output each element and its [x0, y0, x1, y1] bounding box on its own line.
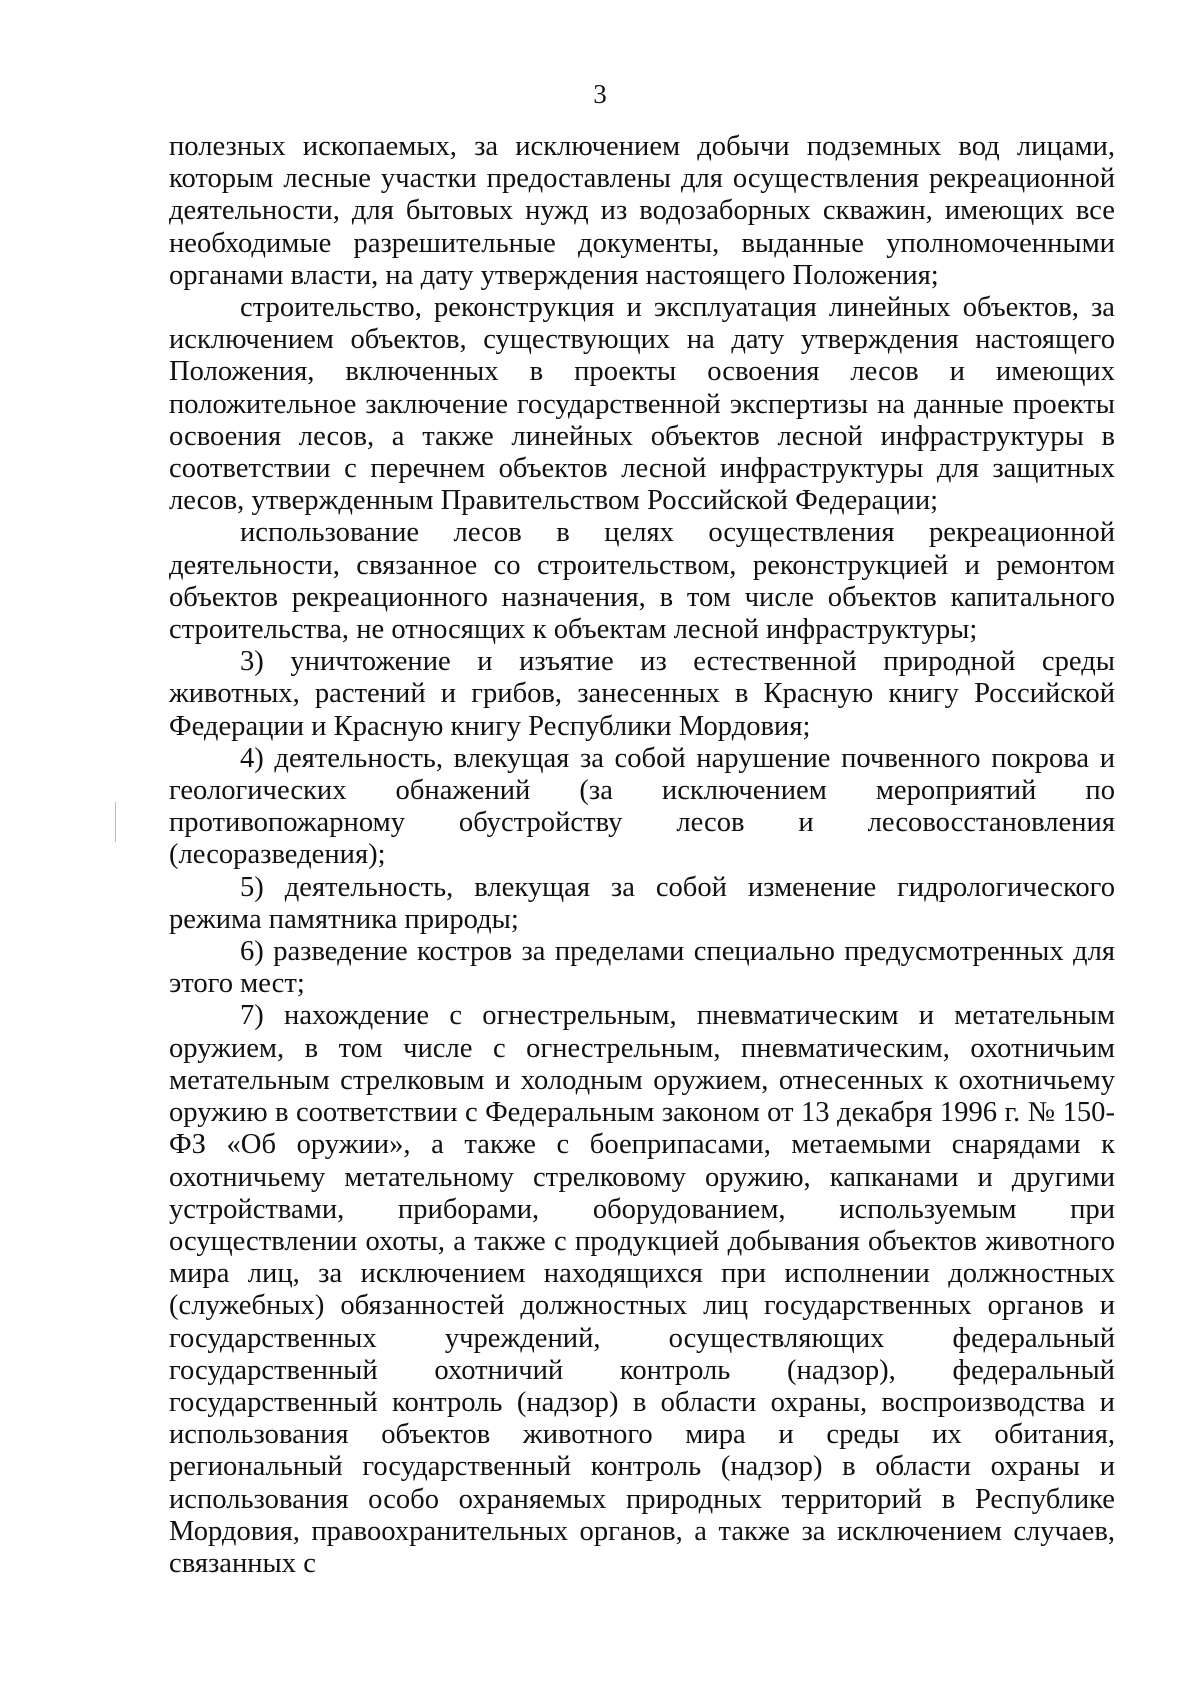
paragraph-recreational-use: использование лесов в целях осуществления рекреационной деятельности, связанное со строительством, реконструкцией и ремонтом объектов рекреационного назначения, в том числе объектов капитального строительства, не относящих к объектам лесной инфраструктуры; [169, 517, 1115, 646]
paragraph-linear-objects: строительство, реконструкция и эксплуатация линейных объектов, за исключением объектов, существующих на дату утверждения настоящего Положения, включенных в проекты освоения лесов и имеющих положительное заключение государственной экспертизы на данные проекты освоения лесов, а также линейных объектов лесной инфраструктуры в соответствии с перечнем объектов лесной инфраструктуры для защитных лесов, утвержденным Правительством Российской Федерации; [169, 292, 1115, 517]
paragraph-item-4: 4) деятельность, влекущая за собой нарушение почвенного покрова и геологических обнажений (за исключением мероприятий по противопожарному обустройству лесов и лесовосстановления (лесоразведения); [169, 742, 1115, 871]
paragraph-item-3: 3) уничтожение и изъятие из естественной природной среды животных, растений и грибов, занесенных в Красную книгу Российской Федерации и Красную книгу Республики Мордовия; [169, 646, 1115, 742]
paragraph-item-5: 5) деятельность, влекущая за собой изменение гидрологического режима памятника природы; [169, 871, 1115, 935]
paragraph-item-7: 7) нахождение с огнестрельным, пневматическим и метательным оружием, в том числе с огнестрельным, пневматическим, охотничьим метательным стрелковым и холодным оружием, отнесенных к охотничьему оружию в соответствии с Федеральным законом от 13 декабря 1996 г. № 150-ФЗ «Об оружии», а также с боеприпасами, метаемыми снарядами к охотничьему метательному стрелковому оружию, капканами и другими устройствами, приборами, оборудованием, используемым при осуществлении охоты, а также с продукцией добывания объектов животного мира лиц, за исключением находящихся при исполнении должностных (служебных) обязанностей должностных лиц государственных органов и государственных учреждений, осуществляющих федеральный государственный охотничий контроль (надзор), федеральный государственный контроль (надзор) в области охраны, воспроизводства и использования объектов животного мира и среды их обитания, региональный государственный контроль (надзор) в области охраны и использования особо охраняемых природных территорий в Республике Мордовия, правоохранительных органов, а также за исключением случаев, связанных с [169, 1000, 1115, 1579]
paragraph-item-6: 6) разведение костров за пределами специально предусмотренных для этого мест; [169, 936, 1115, 1000]
margin-scan-mark [115, 802, 116, 842]
paragraph-continuation: полезных ископаемых, за исключением добычи подземных вод лицами, которым лесные участки предоставлены для осуществления рекреационной деятельности, для бытовых нужд из водозаборных скважин, имеющих все необходимые разрешительные документы, выданные уполномоченными органами власти, на дату утверждения настоящего Положения; [169, 131, 1115, 291]
page-number: 3 [593, 79, 607, 109]
document-body [169, 131, 1115, 1580]
